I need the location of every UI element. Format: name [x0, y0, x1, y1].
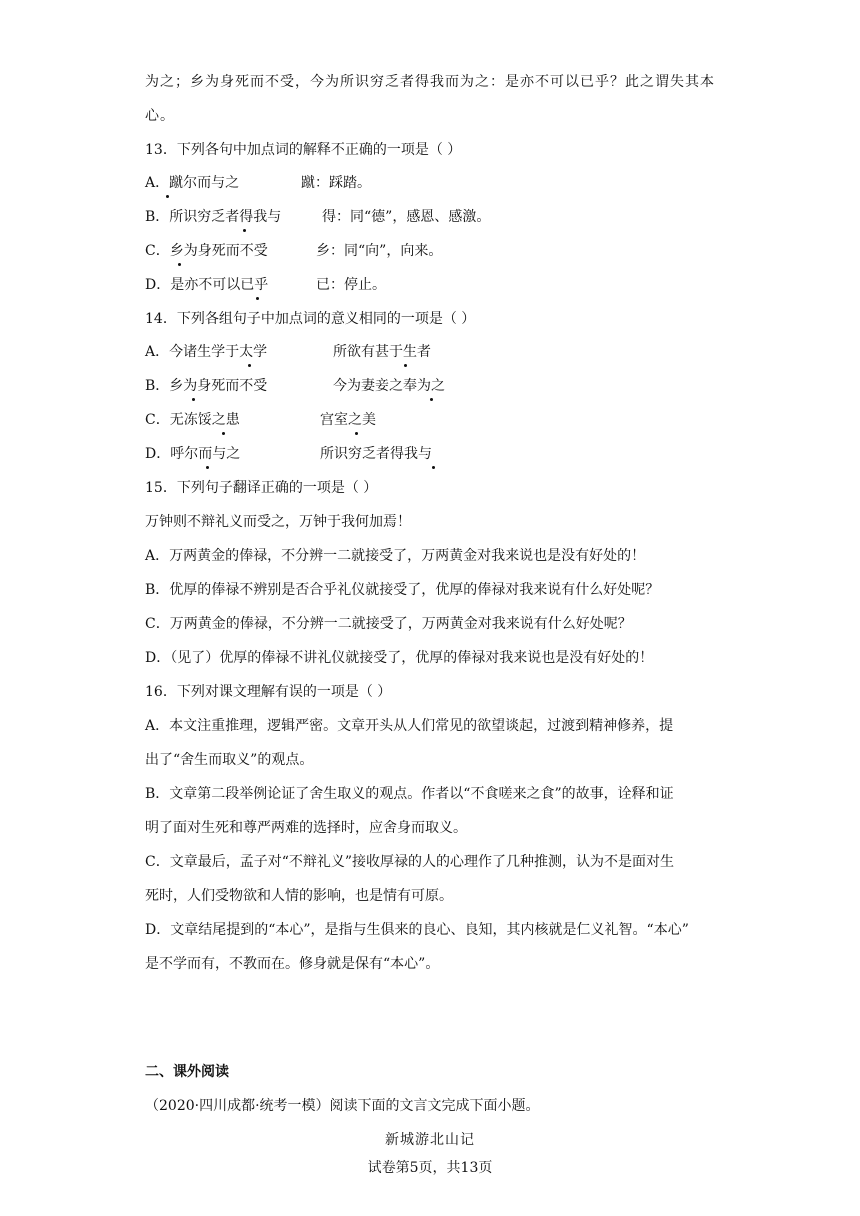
- emphasis-dot: [430, 398, 433, 401]
- question-15-option-a: A．万两黄金的俸禄，不分辨一二就接受了，万两黄金对我来说也是没有好处的！: [145, 548, 646, 564]
- question-16-option-b-line1: B．文章第二段举例论证了舍生取义的观点。作者以“不食嗟来之食”的故事，诠释和证: [145, 786, 674, 802]
- emphasis-dot: [248, 364, 251, 367]
- question-16-option-c-line2: 死时，人们受物欲和人情的影响，也是情有可原。: [145, 888, 453, 904]
- option-pair: 所识穷乏者得我与: [320, 446, 432, 462]
- passage-title: 新城游北山记: [385, 1132, 475, 1148]
- emphasis-dot: [178, 263, 181, 266]
- section-heading: 二、课外阅读: [145, 1064, 229, 1080]
- question-14-option-b: [145, 376, 445, 396]
- emphasis-dot: [432, 466, 435, 469]
- question-15-option-c: C．万两黄金的俸禄，不分辨一二就接受了，万两黄金对我来说有什么好处呢？: [145, 616, 632, 632]
- passage-line: 心。: [145, 108, 175, 124]
- question-16-option-d-line1: D．文章结尾提到的“本心”，是指与生俱来的良心、良知，其内核就是仁义礼智。“本心”: [145, 922, 689, 938]
- emphasis-dot: [192, 398, 195, 401]
- option-pair: 今为妻妾之奉为之: [333, 378, 445, 394]
- option-text: B．所识穷乏者得我与: [145, 209, 282, 225]
- question-13-option-a: [145, 173, 371, 193]
- option-text: D．呼尔而与之: [145, 446, 241, 462]
- passage-line: 为之；乡为身死而不受，今为所识穷乏者得我而为之：是亦不可以已乎？此之谓失其本: [145, 74, 715, 90]
- option-pair: 所欲有甚于生者: [333, 344, 431, 360]
- question-14-option-a: [145, 342, 431, 362]
- emphasis-dot: [256, 297, 259, 300]
- question-15-option-d: D．（见了）优厚的俸禄不讲礼仪就接受了，优厚的俸禄对我来说也是没有好处的！: [145, 650, 654, 666]
- option-gloss: 已：停止。: [316, 277, 386, 293]
- question-14-option-d: [145, 444, 432, 464]
- option-text: C．乡为身死而不受: [145, 243, 268, 259]
- page-footer: 试卷第5页，共13页: [367, 1160, 493, 1176]
- section-intro: （2020·四川成都·统考一模）阅读下面的文言文完成下面小题。: [145, 1098, 540, 1114]
- option-text: B．乡为身死而不受: [145, 378, 268, 394]
- question-13-stem: 13．下列各句中加点词的解释不正确的一项是（ ）: [145, 142, 462, 158]
- question-13-option-c: [145, 241, 443, 261]
- question-16-stem: 16．下列对课文理解有误的一项是（ ）: [145, 684, 392, 700]
- option-pair: 宫室之美: [320, 412, 376, 428]
- emphasis-dot: [355, 432, 358, 435]
- question-16-option-c-line1: C．文章最后，孟子对“不辩礼义”接收厚禄的人的心理作了几种推测，认为不是面对生: [145, 854, 675, 870]
- question-13-option-d: [145, 275, 386, 295]
- question-15-sentence: 万钟则不辩礼义而受之，万钟于我何加焉！: [145, 514, 411, 530]
- emphasis-dot: [206, 466, 209, 469]
- question-14-stem: 14．下列各组句子中加点词的意义相同的一项是（ ）: [145, 311, 476, 327]
- emphasis-dot: [243, 229, 246, 232]
- question-15-option-b: B．优厚的俸禄不辨别是否合乎礼仪就接受了，优厚的俸禄对我来说有什么好处呢？: [145, 582, 660, 598]
- option-text: C．无冻馁之患: [145, 412, 240, 428]
- question-14-option-c: [145, 410, 376, 430]
- option-text: D．是亦不可以已乎: [145, 277, 269, 293]
- option-gloss: 乡：同“向”，向来。: [316, 243, 443, 259]
- option-text: A．今诸生学于太学: [145, 344, 268, 360]
- question-16-option-d-line2: 是不学而有，不教而在。修身就是保有“本心”。: [145, 956, 440, 972]
- emphasis-dot: [166, 195, 169, 198]
- question-16-option-a-line1: A．本文注重推理，逻辑严密。文章开头从人们常见的欲望谈起，过渡到精神修养，提: [145, 718, 674, 734]
- option-gloss: 蹴：踩踏。: [301, 175, 371, 191]
- question-16-option-a-line2: 出了“舍生而取义”的观点。: [145, 752, 314, 768]
- emphasis-dot: [404, 364, 407, 367]
- option-gloss: 得：同“德”，感恩、感激。: [322, 209, 491, 225]
- question-15-stem: 15．下列句子翻译正确的一项是（ ）: [145, 480, 378, 496]
- question-13-option-b: [145, 207, 491, 227]
- emphasis-dot: [222, 432, 225, 435]
- question-16-option-b-line2: 明了面对生死和尊严两难的选择时，应舍身而取义。: [145, 820, 467, 836]
- option-text: A．蹴尔而与之: [145, 175, 240, 191]
